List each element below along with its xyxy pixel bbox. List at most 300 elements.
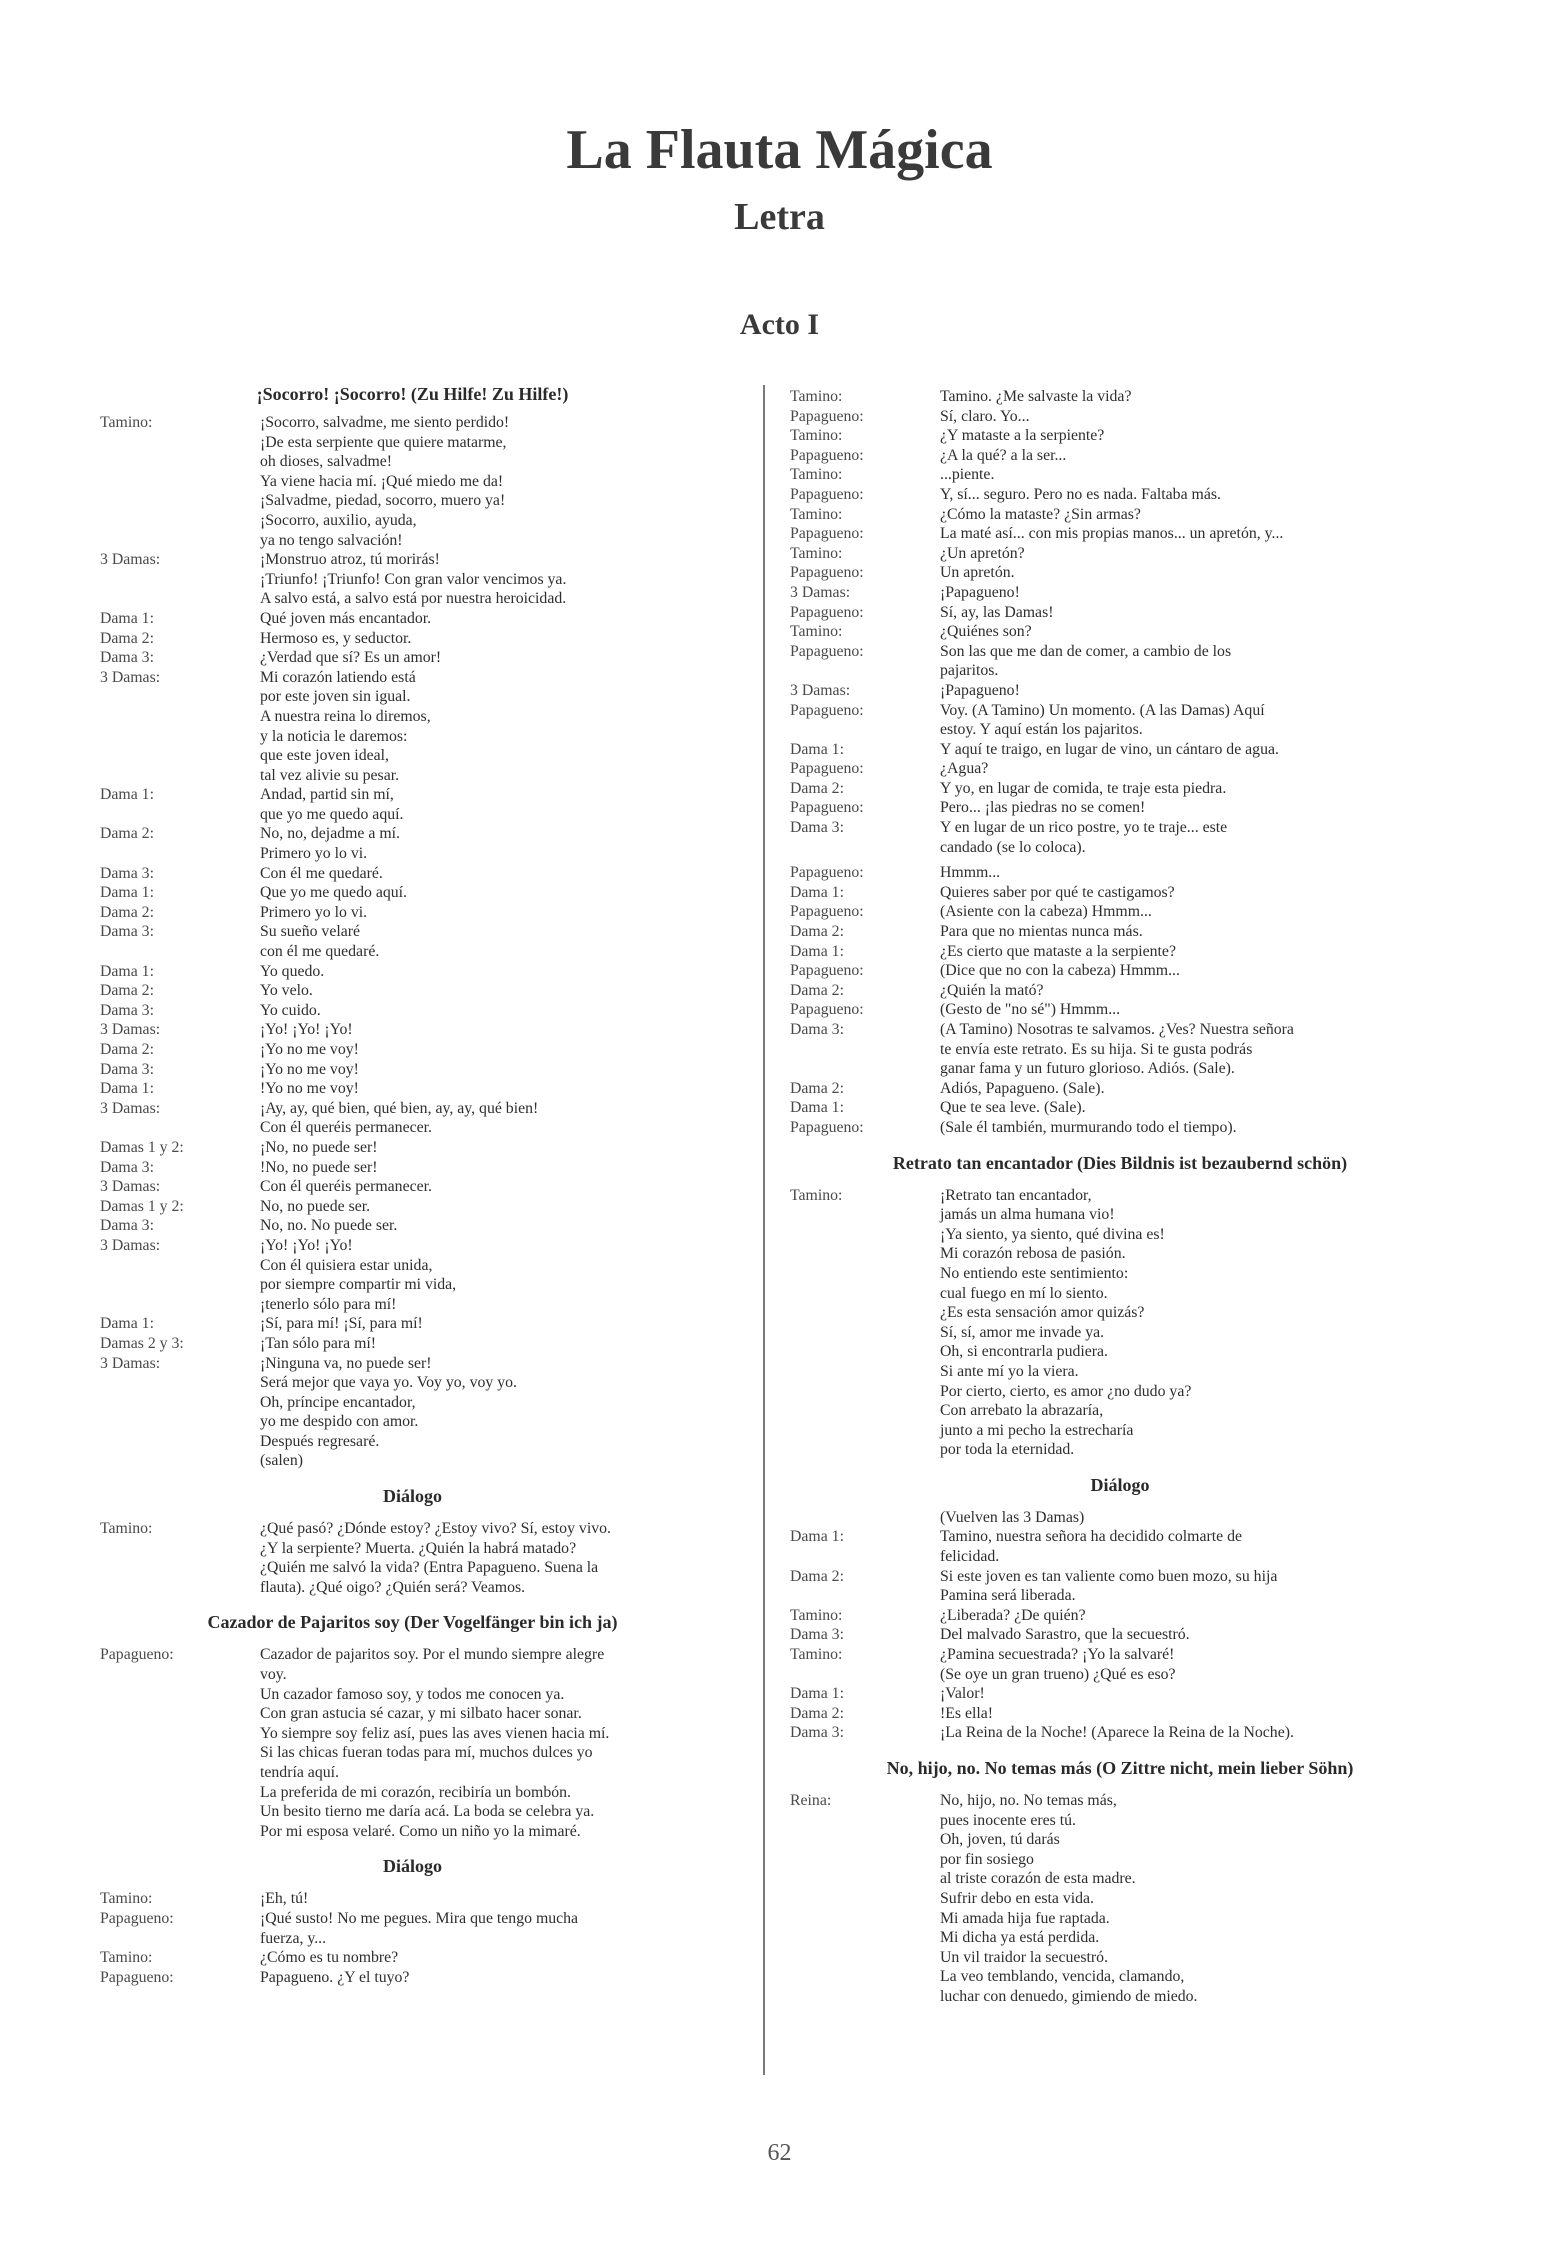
speaker-label xyxy=(790,1205,940,1225)
libretto-line xyxy=(790,1967,1450,1987)
libretto-line xyxy=(790,1830,1450,1850)
libretto-line xyxy=(790,1508,1450,1528)
line-text: ¡Papagueno! xyxy=(940,583,1020,601)
line-text: (Gesto de "no sé") Hmmm... xyxy=(940,1001,1121,1019)
libretto-line xyxy=(790,446,1450,466)
speaker-label xyxy=(790,1342,940,1362)
speaker-label xyxy=(790,1040,940,1060)
libretto-line xyxy=(790,1869,1450,1889)
speaker-label xyxy=(100,1685,260,1705)
line-text: ¿Quién la mató? xyxy=(940,981,1044,999)
speaker-label xyxy=(790,1244,940,1264)
speaker-label: Papagueno: xyxy=(790,407,864,425)
libretto-line xyxy=(100,844,725,864)
line-text: Hermoso es, y seductor. xyxy=(260,629,412,647)
speaker-label: Papagueno: xyxy=(790,799,864,817)
line-text: Mi dicha ya está perdida. xyxy=(940,1929,1100,1947)
line-text: ¡Yo no me voy! xyxy=(260,1041,359,1058)
speaker-label: Tamino: xyxy=(790,1646,843,1664)
libretto-line xyxy=(100,1432,725,1452)
line-text: tendría aquí. xyxy=(260,1764,339,1781)
libretto-line xyxy=(790,701,1450,721)
libretto-line xyxy=(100,1909,725,1929)
speaker-label xyxy=(790,1547,940,1567)
line-text: estoy. Y aquí están los pajaritos. xyxy=(940,721,1143,739)
line-text: Con gran astucia sé cazar, y mi silbato hacer sonar. xyxy=(260,1705,582,1723)
line-text: felicidad. xyxy=(940,1548,1000,1566)
speaker-label: Papagueno: xyxy=(790,603,864,621)
line-text: (Asiente con la cabeza) Hmmm... xyxy=(940,903,1152,921)
line-text: Tamino, nuestra señora ha decidido colmarte de xyxy=(940,1528,1242,1546)
line-text: Y aquí te traigo, en lugar de vino, un cántaro de agua. xyxy=(940,740,1279,758)
libretto-line xyxy=(790,661,1450,681)
libretto-line xyxy=(790,1791,1450,1811)
line-text: Yo siempre soy feliz así, pues las aves vienen hacia mí. xyxy=(260,1724,610,1742)
speaker-label xyxy=(100,844,260,864)
speaker-label xyxy=(790,1889,940,1909)
libretto-line xyxy=(100,1948,725,1968)
libretto-line xyxy=(790,642,1450,662)
libretto-line xyxy=(100,1802,725,1822)
speaker-label xyxy=(100,1822,260,1842)
libretto-line xyxy=(100,511,725,531)
line-text: Hmmm... xyxy=(940,864,1001,882)
libretto-line xyxy=(790,1645,1450,1665)
libretto-line xyxy=(790,740,1450,760)
line-text: pajaritos. xyxy=(940,662,999,680)
libretto-line xyxy=(790,1440,1450,1460)
libretto-line xyxy=(790,387,1450,407)
line-text: Oh, príncipe encantador, xyxy=(260,1393,416,1411)
speaker-label xyxy=(100,805,260,825)
speaker-label xyxy=(100,1412,260,1432)
speaker-label: Tamino: xyxy=(100,1949,153,1967)
speaker-label: Dama 3: xyxy=(100,649,154,667)
libretto-line xyxy=(100,1665,725,1685)
line-text: ¿Es esta sensación amor quizás? xyxy=(940,1304,1145,1322)
line-text: Por cierto, cierto, es amor ¿no dudo ya? xyxy=(940,1382,1192,1400)
speaker-label xyxy=(100,1929,260,1949)
speaker-label: Papagueno: xyxy=(790,485,864,503)
line-text: que yo me quedo aquí. xyxy=(260,805,404,823)
speaker-label xyxy=(100,433,260,453)
speaker-label: Papagueno: xyxy=(100,1909,174,1927)
line-text: ¡Eh, tú! xyxy=(260,1890,309,1908)
line-text: te envía este retrato. Es su hija. Si te gusta podrás xyxy=(940,1040,1253,1058)
speaker-label xyxy=(790,1440,940,1460)
speaker-label xyxy=(790,720,940,740)
speaker-label xyxy=(100,570,260,590)
speaker-label: 3 Damas: xyxy=(100,1178,161,1196)
libretto-line xyxy=(100,1929,725,1949)
speaker-label xyxy=(100,1558,260,1578)
libretto-line xyxy=(100,942,725,962)
speaker-label xyxy=(790,1362,940,1382)
speaker-label xyxy=(100,1118,260,1138)
speaker-label: Papagueno: xyxy=(790,962,864,980)
line-text: Mi amada hija fue raptada. xyxy=(940,1909,1110,1927)
line-text: ¿Y la serpiente? Muerta. ¿Quién la habrá matado? xyxy=(260,1539,577,1557)
libretto-line xyxy=(100,962,725,982)
libretto-line xyxy=(100,1256,725,1276)
line-text: No, no. No puede ser. xyxy=(260,1217,398,1235)
libretto-line xyxy=(790,1079,1450,1099)
speaker-label: 3 Damas: xyxy=(790,681,851,699)
libretto-line xyxy=(790,1586,1450,1606)
libretto-line xyxy=(790,961,1450,981)
line-text: ¿Verdad que sí? Es un amor! xyxy=(260,649,442,667)
line-text: ¡La Reina de la Noche! (Aparece la Reina de la Noche). xyxy=(940,1724,1294,1742)
line-text: Con él queréis permanecer. xyxy=(260,1178,432,1196)
libretto-line xyxy=(790,1606,1450,1626)
libretto-line xyxy=(790,759,1450,779)
speaker-label xyxy=(790,1225,940,1245)
line-text: ¡Ay, ay, qué bien, qué bien, ay, ay, qué bien! xyxy=(260,1099,539,1117)
line-text: Sí, sí, amor me invade ya. xyxy=(940,1323,1105,1341)
speaker-label xyxy=(100,531,260,551)
speaker-label: 3 Damas: xyxy=(100,1099,161,1117)
line-text: !No, no puede ser! xyxy=(260,1158,378,1176)
left-column xyxy=(100,383,725,1987)
line-text: Oh, si encontrarla pudiera. xyxy=(940,1343,1108,1361)
line-text: (A Tamino) Nosotras te salvamos. ¿Ves? Nuestra señora xyxy=(940,1021,1294,1038)
libretto-line xyxy=(790,1811,1450,1831)
line-text: Sufrir debo en esta vida. xyxy=(940,1889,1094,1907)
speaker-label xyxy=(100,727,260,747)
speaker-label xyxy=(100,1763,260,1783)
speaker-label: Dama 1: xyxy=(100,1080,154,1098)
speaker-label: Dama 1: xyxy=(100,884,154,902)
libretto-line xyxy=(100,1724,725,1744)
line-text: !Yo no me voy! xyxy=(260,1080,359,1098)
libretto-line xyxy=(790,779,1450,799)
line-text: Para que no mientas nunca más. xyxy=(940,923,1143,941)
speaker-label: Damas 2 y 3: xyxy=(100,1334,184,1352)
line-text: Si las chicas fueran todas para mí, muchos dulces yo xyxy=(260,1744,593,1762)
right-column xyxy=(790,383,1450,2007)
line-text: oh dioses, salvadme! xyxy=(260,453,393,471)
libretto-line xyxy=(790,1401,1450,1421)
libretto-line xyxy=(100,1138,725,1158)
speaker-label: Tamino: xyxy=(100,1520,153,1538)
line-text: ¡Valor! xyxy=(940,1685,985,1703)
libretto-line xyxy=(790,1527,1450,1547)
line-text: al triste corazón de esta madre. xyxy=(940,1870,1136,1888)
libretto-line xyxy=(100,981,725,1001)
speaker-label: Dama 3: xyxy=(100,923,154,941)
speaker-label: Dama 1: xyxy=(790,1685,844,1703)
libretto-line xyxy=(790,1684,1450,1704)
line-text: ¿Y mataste a la serpiente? xyxy=(940,427,1105,445)
libretto-line xyxy=(790,622,1450,642)
section-heading: Retrato tan encantador (Dies Bildnis ist bezaubernd schön) xyxy=(892,1152,1348,1173)
libretto-line xyxy=(100,1118,725,1138)
libretto-line xyxy=(790,1704,1450,1724)
speaker-label: Dama 3: xyxy=(790,1021,844,1038)
libretto-line xyxy=(790,902,1450,922)
libretto-line xyxy=(790,426,1450,446)
line-text: ¡Triunfo! ¡Triunfo! Con gran valor vencimos ya. xyxy=(260,570,567,588)
line-text: Un vil traidor la secuestró. xyxy=(940,1948,1109,1966)
libretto-line xyxy=(790,1382,1450,1402)
speaker-label: Papagueno: xyxy=(790,1001,864,1019)
speaker-label: 3 Damas: xyxy=(100,668,161,686)
line-text: ¡Socorro, auxilio, ayuda, xyxy=(260,511,417,529)
libretto-line xyxy=(790,505,1450,525)
speaker-label xyxy=(100,1275,260,1295)
line-text: No, no, dejadme a mí. xyxy=(260,825,400,843)
speaker-label xyxy=(100,1256,260,1276)
speaker-label: Papagueno: xyxy=(790,564,864,582)
speaker-label: Papagueno: xyxy=(790,701,864,719)
speaker-label: Papagueno: xyxy=(790,903,864,921)
libretto-line xyxy=(790,1850,1450,1870)
libretto-line xyxy=(100,727,725,747)
libretto-line xyxy=(100,1393,725,1413)
line-text: ¡De esta serpiente que quiere matarme, xyxy=(260,433,507,451)
libretto-line xyxy=(100,1539,725,1559)
libretto-line xyxy=(790,1205,1450,1225)
line-text: Si ante mí yo la viera. xyxy=(940,1362,1079,1380)
libretto-line xyxy=(790,524,1450,544)
libretto-line xyxy=(100,687,725,707)
speaker-label: Dama 3: xyxy=(100,1060,154,1078)
libretto-line xyxy=(790,1625,1450,1645)
line-text: Que te sea leve. (Sale). xyxy=(940,1099,1086,1117)
line-text: Voy. (A Tamino) Un momento. (A las Damas) Aquí xyxy=(940,701,1265,719)
speaker-label: Tamino: xyxy=(790,388,843,405)
libretto-line xyxy=(100,785,725,805)
line-text: ¡Yo no me voy! xyxy=(260,1060,359,1078)
line-text: que este joven ideal, xyxy=(260,747,389,765)
speaker-label xyxy=(100,1539,260,1559)
line-text: ¿Es cierto que mataste a la serpiente? xyxy=(940,942,1176,960)
line-text: Con arrebato la abrazaría, xyxy=(940,1402,1104,1420)
speaker-label: Dama 3: xyxy=(100,864,154,882)
page-subtitle: Letra xyxy=(734,196,825,238)
libretto-line xyxy=(100,609,725,629)
speaker-label: Dama 1: xyxy=(790,1528,844,1546)
libretto-line xyxy=(100,1314,725,1334)
line-text: Un cazador famoso soy, y todos me conocen ya. xyxy=(260,1685,565,1703)
line-text: candado (se lo coloca). xyxy=(940,838,1086,856)
speaker-label xyxy=(790,838,940,858)
line-text: ¿Qué pasó? ¿Dónde estoy? ¿Estoy vivo? Sí, estoy vivo. xyxy=(260,1520,611,1538)
speaker-label xyxy=(100,1393,260,1413)
libretto-line xyxy=(790,720,1450,740)
speaker-label: Papagueno: xyxy=(100,1646,174,1664)
speaker-label: Dama 3: xyxy=(100,1217,154,1235)
libretto-line xyxy=(100,1685,725,1705)
libretto-line xyxy=(790,1567,1450,1587)
libretto-line xyxy=(100,1295,725,1315)
speaker-label xyxy=(100,1578,260,1598)
line-text: ¡Ninguna va, no puede ser! xyxy=(260,1354,432,1372)
line-text: (salen) xyxy=(260,1452,303,1470)
speaker-label xyxy=(100,687,260,707)
libretto-line xyxy=(100,472,725,492)
libretto-line xyxy=(790,798,1450,818)
speaker-label xyxy=(790,661,940,681)
page-number: 62 xyxy=(767,2140,792,2166)
speaker-label xyxy=(100,1802,260,1822)
libretto-line xyxy=(790,1264,1450,1284)
libretto-line xyxy=(100,1412,725,1432)
line-text: Tamino. ¿Me salvaste la vida? xyxy=(940,388,1132,405)
libretto-line xyxy=(790,1244,1450,1264)
speaker-label: Dama 1: xyxy=(790,740,844,758)
line-text: ¡Socorro, salvadme, me siento perdido! xyxy=(260,414,510,431)
line-text: ¿Liberada? ¿De quién? xyxy=(940,1606,1086,1624)
section-heading: Diálogo xyxy=(382,1486,442,1507)
line-text: Sí, ay, las Damas! xyxy=(940,603,1054,621)
line-text: A salvo está, a salvo está por nuestra heroicidad. xyxy=(260,590,567,608)
line-text: Cazador de pajaritos soy. Por el mundo siempre alegre xyxy=(260,1646,605,1664)
section-heading: Diálogo xyxy=(1090,1474,1150,1495)
section-heading: No, hijo, no. No temas más (O Zittre nicht, mein lieber Söhn) xyxy=(886,1758,1354,1778)
speaker-label: Tamino: xyxy=(790,505,843,523)
libretto-line xyxy=(790,863,1450,883)
line-text: Por mi esposa velaré. Como un niño yo la mimaré. xyxy=(260,1822,581,1840)
line-text: Un besito tierno me daría acá. La boda se celebra ya. xyxy=(260,1803,595,1821)
speaker-label: Tamino: xyxy=(790,544,843,562)
libretto-line xyxy=(790,1987,1450,2007)
libretto-line xyxy=(100,824,725,844)
speaker-label: Tamino: xyxy=(790,1606,843,1624)
speaker-label: Dama 1: xyxy=(100,609,154,627)
line-text: (Sale él también, murmurando todo el tiempo). xyxy=(940,1118,1237,1136)
line-text: ¿Un apretón? xyxy=(940,544,1025,562)
speaker-label xyxy=(100,1451,260,1471)
line-text: junto a mi pecho la estrecharía xyxy=(940,1421,1134,1439)
speaker-label xyxy=(100,1724,260,1744)
speaker-label: Tamino: xyxy=(790,623,843,641)
line-text: Si este joven es tan valiente como buen mozo, su hija xyxy=(940,1567,1278,1585)
speaker-label xyxy=(100,452,260,472)
line-text: ¿Quién me salvó la vida? (Entra Papagueno. Suena la xyxy=(260,1559,599,1577)
libretto-line xyxy=(100,1822,725,1842)
libretto-line xyxy=(100,903,725,923)
line-text: Primero yo lo vi. xyxy=(260,903,368,921)
libretto-line xyxy=(790,407,1450,427)
line-text: luchar con denuedo, gimiendo de miedo. xyxy=(940,1987,1198,2005)
speaker-label xyxy=(790,1303,940,1323)
speaker-label: Dama 3: xyxy=(790,819,844,837)
speaker-label: Dama 2: xyxy=(790,1567,844,1585)
line-text: La maté así... con mis propias manos... un apretón, y... xyxy=(940,525,1284,543)
speaker-label: Papagueno: xyxy=(790,864,864,882)
line-text: por siempre compartir mi vida, xyxy=(260,1276,457,1294)
speaker-label: Papagueno: xyxy=(100,1968,174,1986)
speaker-label: Dama 2: xyxy=(100,903,154,921)
libretto-line xyxy=(100,1889,725,1909)
line-text: Un apretón. xyxy=(940,564,1015,582)
speaker-label xyxy=(790,1665,940,1685)
speaker-label: Dama 2: xyxy=(790,1704,844,1722)
libretto-line xyxy=(790,981,1450,1001)
line-text: fuerza, y... xyxy=(260,1929,327,1947)
line-text: Qué joven más encantador. xyxy=(260,609,432,627)
libretto-line xyxy=(790,1909,1450,1929)
line-text: tal vez alivie su pesar. xyxy=(260,766,400,784)
libretto-line xyxy=(100,1001,725,1021)
speaker-label: Dama 1: xyxy=(100,1315,154,1333)
libretto-line xyxy=(100,1040,725,1060)
speaker-label xyxy=(790,1869,940,1889)
line-text: Sí, claro. Yo... xyxy=(940,407,1030,425)
line-text: Adiós, Papagueno. (Sale). xyxy=(940,1079,1105,1097)
line-text: La veo temblando, vencida, clamando, xyxy=(940,1968,1185,1986)
speaker-label xyxy=(100,1783,260,1803)
line-text: pues inocente eres tú. xyxy=(940,1811,1076,1829)
line-text: Mi corazón rebosa de pasión. xyxy=(940,1245,1126,1263)
libretto-line xyxy=(100,550,725,570)
speaker-label: Dama 2: xyxy=(100,982,154,1000)
libretto-line xyxy=(100,1519,725,1539)
libretto-line xyxy=(100,1743,725,1763)
line-text: Andad, partid sin mí, xyxy=(260,786,394,804)
line-text: ¡Sí, para mí! ¡Sí, para mí! xyxy=(260,1315,423,1333)
libretto-line xyxy=(790,818,1450,838)
speaker-label: Dama 2: xyxy=(790,923,844,941)
libretto-line xyxy=(100,1334,725,1354)
speaker-label xyxy=(100,707,260,727)
speaker-label: 3 Damas: xyxy=(100,1236,161,1254)
line-text: ¿Pamina secuestrada? ¡Yo la salvaré! xyxy=(940,1646,1175,1664)
libretto-line xyxy=(100,1968,725,1988)
libretto-line xyxy=(100,864,725,884)
line-text: por este joven sin igual. xyxy=(260,688,411,706)
libretto-line xyxy=(790,1040,1450,1060)
line-text: ¡Qué susto! No me pegues. Mira que tengo mucha xyxy=(260,1909,579,1927)
libretto-line xyxy=(100,766,725,786)
libretto-line xyxy=(100,1558,725,1578)
libretto-line xyxy=(790,544,1450,564)
speaker-label: Dama 2: xyxy=(790,981,844,999)
line-text: y la noticia le daremos: xyxy=(260,727,408,745)
libretto-line xyxy=(100,1158,725,1178)
speaker-label xyxy=(790,1811,940,1831)
libretto-line xyxy=(790,838,1450,858)
speaker-label: Tamino: xyxy=(790,427,843,445)
line-text: con él me quedaré. xyxy=(260,943,380,961)
act-heading: Acto I xyxy=(739,308,820,341)
libretto-line xyxy=(100,452,725,472)
line-text: ¡Retrato tan encantador, xyxy=(940,1186,1092,1204)
line-text: cual fuego en mí lo siento. xyxy=(940,1284,1108,1302)
speaker-label: Dama 3: xyxy=(790,1724,844,1742)
speaker-label xyxy=(790,1909,940,1929)
speaker-label: 3 Damas: xyxy=(100,1354,161,1372)
libretto-line xyxy=(100,922,725,942)
speaker-label xyxy=(790,1987,940,2007)
line-text: La preferida de mi corazón, recibiría un bombón. xyxy=(260,1783,571,1801)
libretto-line xyxy=(100,805,725,825)
line-text: yo me despido con amor. xyxy=(260,1413,419,1431)
line-text: No, no puede ser. xyxy=(260,1197,371,1215)
libretto-line xyxy=(790,563,1450,583)
libretto-line xyxy=(100,1578,725,1598)
libretto-line xyxy=(100,1177,725,1197)
line-text: ¡Salvadme, piedad, socorro, muero ya! xyxy=(260,492,506,510)
speaker-label: 3 Damas: xyxy=(100,551,161,569)
libretto-line xyxy=(790,583,1450,603)
section-heading: Diálogo xyxy=(382,1856,442,1877)
libretto-line xyxy=(790,1284,1450,1304)
line-text: Con él quisiera estar unida, xyxy=(260,1256,433,1274)
libretto-line xyxy=(100,1079,725,1099)
speaker-label: Tamino: xyxy=(790,1186,843,1204)
